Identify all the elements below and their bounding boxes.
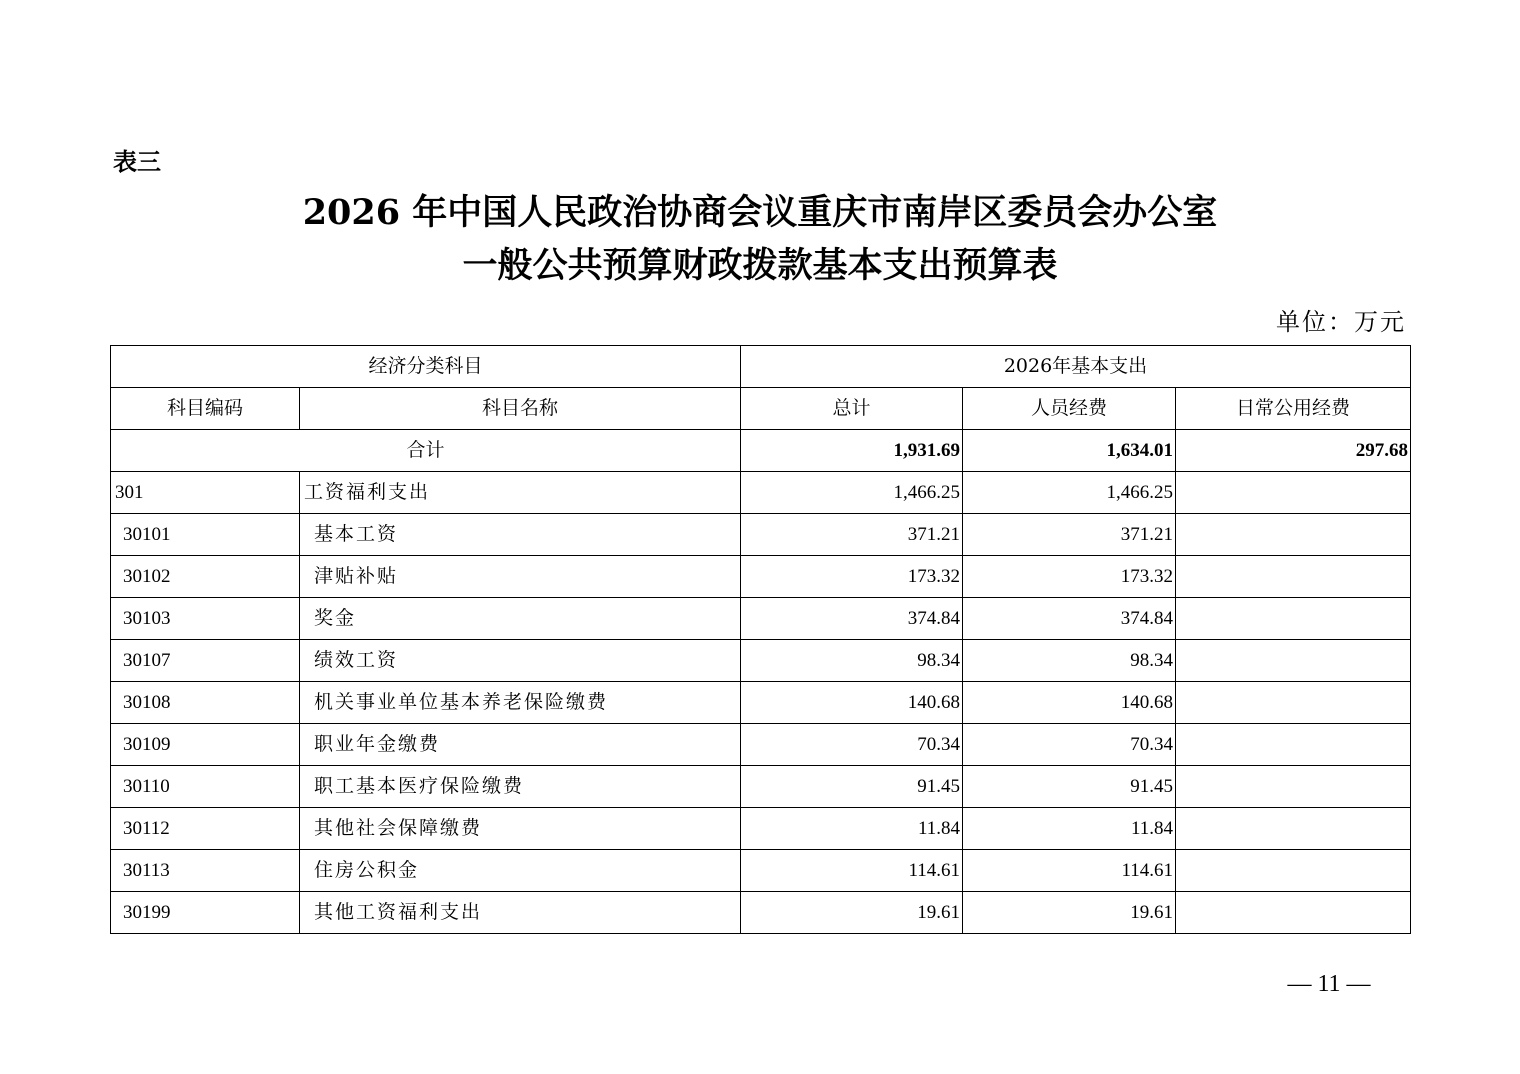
total-total: 1,931.69 [741, 430, 963, 472]
row-total: 91.45 [741, 766, 963, 808]
total-row [111, 430, 1411, 472]
row-total: 1,466.25 [741, 472, 963, 514]
page-number: — 11 — [1287, 971, 1371, 997]
row-personnel: 374.84 [963, 598, 1176, 640]
header-total: 总计 [741, 388, 963, 430]
row-public [1176, 724, 1411, 766]
table-row [111, 640, 1411, 682]
row-name: 机关事业单位基本养老保险缴费 [300, 682, 741, 724]
row-name: 住房公积金 [300, 850, 741, 892]
row-personnel: 173.32 [963, 556, 1176, 598]
row-personnel: 371.21 [963, 514, 1176, 556]
header-basic-expenditure: 2026年基本支出 [741, 346, 1411, 388]
row-public [1176, 514, 1411, 556]
table-row [111, 682, 1411, 724]
table-label: 表三 [113, 148, 161, 176]
header-personnel: 人员经费 [963, 388, 1176, 430]
row-code: 30107 [111, 640, 300, 682]
row-code: 30103 [111, 598, 300, 640]
row-total: 11.84 [741, 808, 963, 850]
row-public [1176, 640, 1411, 682]
table-row [111, 472, 1411, 514]
row-public [1176, 892, 1411, 934]
row-name: 职工基本医疗保险缴费 [300, 766, 741, 808]
row-public [1176, 808, 1411, 850]
row-public [1176, 850, 1411, 892]
row-code: 30199 [111, 892, 300, 934]
row-public [1176, 472, 1411, 514]
row-total: 374.84 [741, 598, 963, 640]
row-code: 30102 [111, 556, 300, 598]
row-name: 基本工资 [300, 514, 741, 556]
table-row [111, 598, 1411, 640]
total-personnel: 1,634.01 [963, 430, 1176, 472]
row-code: 30113 [111, 850, 300, 892]
row-personnel: 114.61 [963, 850, 1176, 892]
table-row [111, 766, 1411, 808]
header-name: 科目名称 [300, 388, 741, 430]
row-code: 30112 [111, 808, 300, 850]
row-personnel: 70.34 [963, 724, 1176, 766]
row-total: 70.34 [741, 724, 963, 766]
total-public: 297.68 [1176, 430, 1411, 472]
row-total: 140.68 [741, 682, 963, 724]
page-title-line-2: 一般公共预算财政拨款基本支出预算表 [462, 245, 1058, 286]
row-total: 98.34 [741, 640, 963, 682]
row-total: 19.61 [741, 892, 963, 934]
table-row [111, 850, 1411, 892]
budget-table [110, 345, 1411, 934]
row-name: 津贴补贴 [300, 556, 741, 598]
row-public [1176, 766, 1411, 808]
row-personnel: 98.34 [963, 640, 1176, 682]
table-row [111, 556, 1411, 598]
row-public [1176, 682, 1411, 724]
row-personnel: 1,466.25 [963, 472, 1176, 514]
row-personnel: 11.84 [963, 808, 1176, 850]
unit-label: 单位：万元 [1276, 308, 1406, 336]
row-total: 371.21 [741, 514, 963, 556]
row-name: 其他工资福利支出 [300, 892, 741, 934]
page-title-line-1: 2026 年中国人民政治协商会议重庆市南岸区委员会办公室 [302, 192, 1218, 233]
row-code: 301 [111, 472, 300, 514]
total-label: 合计 [111, 430, 741, 472]
row-total: 173.32 [741, 556, 963, 598]
row-total: 114.61 [741, 850, 963, 892]
row-personnel: 91.45 [963, 766, 1176, 808]
row-public [1176, 598, 1411, 640]
header-econ-category: 经济分类科目 [111, 346, 741, 388]
table-row [111, 892, 1411, 934]
row-name: 其他社会保障缴费 [300, 808, 741, 850]
table-row [111, 514, 1411, 556]
header-row-1 [111, 346, 1411, 388]
header-public: 日常公用经费 [1176, 388, 1411, 430]
table-row [111, 724, 1411, 766]
row-code: 30108 [111, 682, 300, 724]
header-row-2 [111, 388, 1411, 430]
table-row [111, 808, 1411, 850]
row-code: 30110 [111, 766, 300, 808]
row-name: 绩效工资 [300, 640, 741, 682]
row-name: 职业年金缴费 [300, 724, 741, 766]
row-name: 工资福利支出 [300, 472, 741, 514]
row-personnel: 140.68 [963, 682, 1176, 724]
row-public [1176, 556, 1411, 598]
row-code: 30101 [111, 514, 300, 556]
row-code: 30109 [111, 724, 300, 766]
row-personnel: 19.61 [963, 892, 1176, 934]
header-code: 科目编码 [111, 388, 300, 430]
row-name: 奖金 [300, 598, 741, 640]
